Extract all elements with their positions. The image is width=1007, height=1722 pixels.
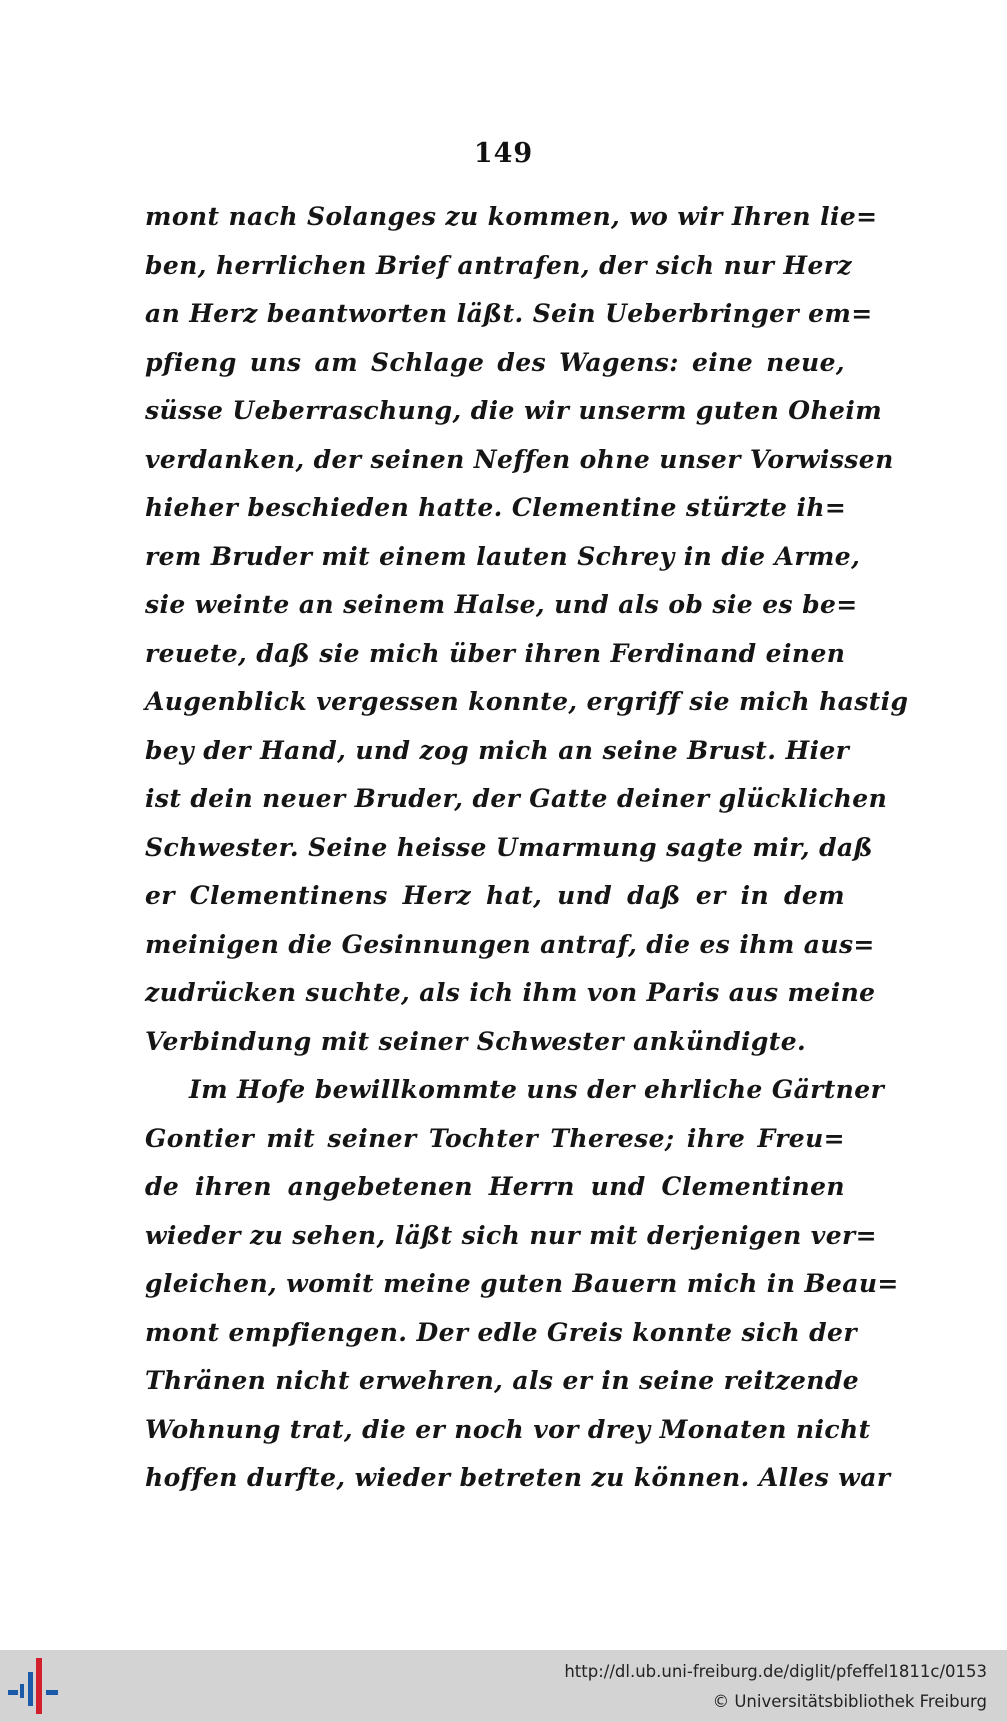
text-line: zudrücken suchte, als ich ihm von Paris aus meine — [145, 978, 876, 1007]
page-number: 149 — [473, 138, 534, 169]
text-line: de ihren angebetenen Herrn und Clementinen — [145, 1172, 845, 1201]
text-line: pfieng uns am Schlage des Wagens: eine neue, — [145, 347, 845, 377]
text-line: Wohnung trat, die er noch vor drey Monaten nicht — [145, 1414, 871, 1444]
text-line: Im Hofe bewillkommte uns der ehrliche Gärtner — [189, 1075, 885, 1104]
text-line: er Clementinens Herz hat, und daß er in dem — [145, 881, 845, 910]
text-line: ist dein neuer Bruder, der Gatte deiner glücklichen — [145, 784, 888, 813]
text-line: gleichen, womit meine guten Bauern mich in Beau= — [145, 1269, 899, 1298]
text-line: süsse Ueberraschung, die wir unserm guten Oheim — [145, 396, 883, 425]
text-line: Verbindung mit seiner Schwester ankündigte. — [145, 1026, 807, 1056]
text-line: meinigen die Gesinnungen antraf, die es ihm aus= — [145, 929, 875, 959]
text-line: rem Bruder mit einem lauten Schrey in die Arme, — [145, 541, 861, 571]
ub-freiburg-logo-icon[interactable] — [6, 1654, 66, 1718]
document-url-link[interactable]: http://dl.ub.uni-freiburg.de/diglit/pfeffel1811c/0153 — [564, 1662, 987, 1681]
text-line: reuete, daß sie mich über ihren Ferdinand einen — [145, 638, 846, 668]
text-line: wieder zu sehen, läßt sich nur mit derjenigen ver= — [145, 1220, 877, 1250]
text-line: an Herz beantworten läßt. Sein Ueberbringer em= — [145, 299, 873, 328]
text-line: Augenblick vergessen konnte, ergriff sie mich hastig — [145, 687, 909, 716]
text-line: hieher beschieden hatte. Clementine stürzte ih= — [145, 493, 847, 522]
text-line: bey der Hand, und zog mich an seine Brust. Hier — [145, 735, 850, 765]
text-line: sie weinte an seinem Halse, und als ob sie es be= — [145, 590, 858, 619]
text-line: Thränen nicht erwehren, als er in seine reitzende — [145, 1366, 860, 1395]
text-line: Schwester. Seine heisse Umarmung sagte mir, daß — [145, 832, 873, 862]
page-text — [145, 193, 909, 1503]
text-line: Gontier mit seiner Tochter Therese; ihre Freu= — [145, 1123, 845, 1153]
text-line: verdanken, der seinen Neffen ohne unser Vorwissen — [145, 444, 894, 474]
text-line: ben, herrlichen Brief antrafen, der sich nur Herz — [145, 250, 852, 280]
text-line: mont empfiengen. Der edle Greis konnte sich der — [145, 1317, 857, 1347]
text-line: mont nach Solanges zu kommen, wo wir Ihren lie= — [145, 202, 878, 231]
copyright-notice: © Universitätsbibliothek Freiburg — [712, 1692, 987, 1711]
text-line: hoffen durfte, wieder betreten zu können. Alles war — [145, 1463, 891, 1492]
footer-bar — [0, 1650, 1007, 1722]
